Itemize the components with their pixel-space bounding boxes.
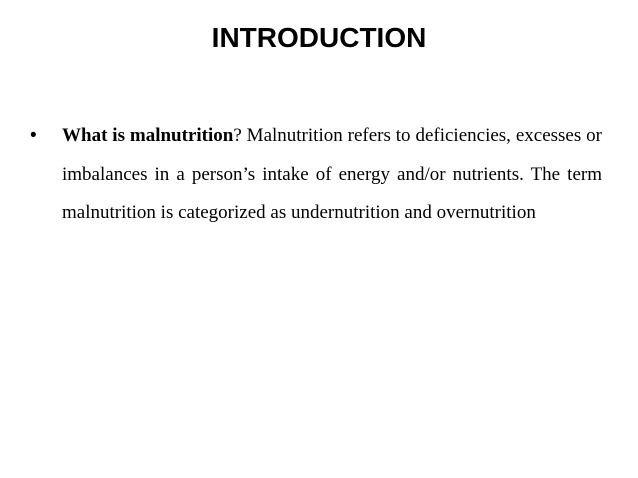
bullet-item <box>30 117 602 233</box>
bullet-text: Malnutrition refers to deficiencies, excesses or imbalances in a person’s intake of energy and/or nutrients. The term malnutrition is categorized as undernutrition and overnutrition <box>62 125 602 223</box>
slide-title: INTRODUCTION <box>211 22 427 53</box>
bullet-question-mark: ? <box>233 125 242 146</box>
bullet-bold-lead: What is malnutrition <box>62 125 234 146</box>
bullet-dot-icon: • <box>30 125 37 146</box>
slide-body <box>30 117 602 233</box>
